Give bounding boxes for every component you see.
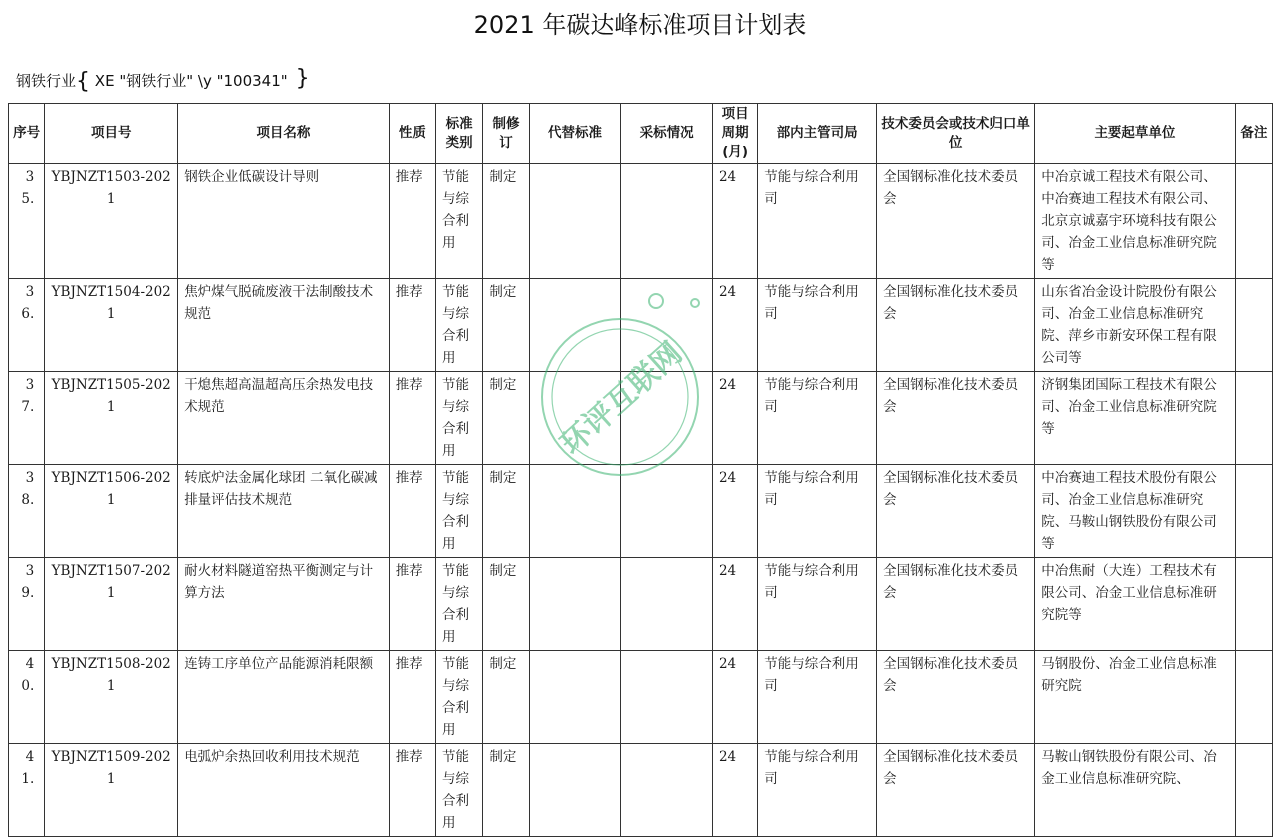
cell-adoption bbox=[621, 164, 713, 279]
col-header-drafters: 主要起草单位 bbox=[1035, 104, 1235, 164]
cell-dept: 节能与综合利用司 bbox=[758, 279, 877, 372]
cell-adoption bbox=[621, 744, 713, 837]
cell-project-no: YBJNZT1506-2021 bbox=[45, 465, 178, 558]
field-code: XE "钢铁行业" \y "100341" bbox=[94, 72, 288, 90]
table-row bbox=[9, 744, 1273, 837]
cell-revision: 制定 bbox=[483, 465, 529, 558]
cell-seq: 40. bbox=[9, 651, 45, 744]
cell-project-no: YBJNZT1504-2021 bbox=[45, 279, 178, 372]
table-header-row bbox=[9, 104, 1273, 164]
cell-drafters: 山东省冶金设计院股份有限公司、冶金工业信息标准研究院、萍乡市新安环保工程有限公司等 bbox=[1035, 279, 1235, 372]
cell-nature: 推荐 bbox=[389, 558, 435, 651]
col-header-project-no: 项目号 bbox=[45, 104, 178, 164]
cell-project-name: 干熄焦超高温超高压余热发电技术规范 bbox=[178, 372, 390, 465]
cell-cycle: 24 bbox=[712, 744, 757, 837]
table-row bbox=[9, 651, 1273, 744]
cell-std-type: 节能与综合利用 bbox=[436, 558, 483, 651]
cell-adoption bbox=[621, 372, 713, 465]
cell-remarks bbox=[1235, 279, 1272, 372]
col-header-std-type: 标准类别 bbox=[436, 104, 483, 164]
cell-std-type: 节能与综合利用 bbox=[436, 465, 483, 558]
col-header-cycle: 项目周期(月) bbox=[712, 104, 757, 164]
cell-drafters: 马钢股份、冶金工业信息标准研究院 bbox=[1035, 651, 1235, 744]
cell-adoption bbox=[621, 651, 713, 744]
cell-drafters: 济钢集团国际工程技术有限公司、冶金工业信息标准研究院等 bbox=[1035, 372, 1235, 465]
cell-remarks bbox=[1235, 465, 1272, 558]
cell-nature: 推荐 bbox=[389, 651, 435, 744]
table-row bbox=[9, 558, 1273, 651]
cell-replaces bbox=[529, 744, 621, 837]
cell-adoption bbox=[621, 279, 713, 372]
cell-dept: 节能与综合利用司 bbox=[758, 744, 877, 837]
cell-drafters: 马鞍山钢铁股份有限公司、冶金工业信息标准研究院、 bbox=[1035, 744, 1235, 837]
watermark-text: 环评互联网 bbox=[554, 335, 690, 463]
cell-project-no: YBJNZT1509-2021 bbox=[45, 744, 178, 837]
section-name: 钢铁行业 bbox=[16, 72, 77, 90]
cell-remarks bbox=[1235, 651, 1272, 744]
cell-project-no: YBJNZT1503-2021 bbox=[45, 164, 178, 279]
table-row bbox=[9, 372, 1273, 465]
cell-dept: 节能与综合利用司 bbox=[758, 465, 877, 558]
table-row bbox=[9, 465, 1273, 558]
col-header-adoption: 采标情况 bbox=[621, 104, 713, 164]
col-header-seq: 序号 bbox=[9, 104, 45, 164]
cell-nature: 推荐 bbox=[389, 164, 435, 279]
cell-seq: 41. bbox=[9, 744, 45, 837]
cell-committee: 全国钢标准化技术委员会 bbox=[877, 164, 1035, 279]
cell-seq: 37. bbox=[9, 372, 45, 465]
cell-project-name: 钢铁企业低碳设计导则 bbox=[178, 164, 390, 279]
cell-drafters: 中冶京诚工程技术有限公司、中冶赛迪工程技术有限公司、北京京诚嘉宇环境科技有限公司、冶金工业信息标准研究院等 bbox=[1035, 164, 1235, 279]
cell-revision: 制定 bbox=[483, 279, 529, 372]
cell-committee: 全国钢标准化技术委员会 bbox=[877, 465, 1035, 558]
cell-replaces bbox=[529, 465, 621, 558]
cell-seq: 36. bbox=[9, 279, 45, 372]
cell-committee: 全国钢标准化技术委员会 bbox=[877, 558, 1035, 651]
cell-committee: 全国钢标准化技术委员会 bbox=[877, 279, 1035, 372]
cell-replaces bbox=[529, 558, 621, 651]
cell-cycle: 24 bbox=[712, 372, 757, 465]
col-header-replaces: 代替标准 bbox=[529, 104, 621, 164]
col-header-dept: 部内主管司局 bbox=[758, 104, 877, 164]
cell-nature: 推荐 bbox=[389, 744, 435, 837]
cell-nature: 推荐 bbox=[389, 465, 435, 558]
cell-dept: 节能与综合利用司 bbox=[758, 558, 877, 651]
col-header-revision: 制修订 bbox=[483, 104, 529, 164]
col-header-project-name: 项目名称 bbox=[178, 104, 390, 164]
cell-replaces bbox=[529, 279, 621, 372]
cell-std-type: 节能与综合利用 bbox=[436, 279, 483, 372]
cell-cycle: 24 bbox=[712, 558, 757, 651]
cell-std-type: 节能与综合利用 bbox=[436, 164, 483, 279]
section-heading bbox=[16, 64, 310, 97]
cell-dept: 节能与综合利用司 bbox=[758, 372, 877, 465]
cell-drafters: 中冶焦耐（大连）工程技术有限公司、冶金工业信息标准研究院等 bbox=[1035, 558, 1235, 651]
cell-remarks bbox=[1235, 164, 1272, 279]
cell-project-name: 转底炉法金属化球团 二氧化碳减排量评估技术规范 bbox=[178, 465, 390, 558]
field-brace-close: } bbox=[295, 66, 310, 91]
col-header-remarks: 备注 bbox=[1235, 104, 1272, 164]
cell-replaces bbox=[529, 164, 621, 279]
cell-revision: 制定 bbox=[483, 372, 529, 465]
cell-cycle: 24 bbox=[712, 465, 757, 558]
cell-revision: 制定 bbox=[483, 164, 529, 279]
cell-seq: 39. bbox=[9, 558, 45, 651]
cell-project-no: YBJNZT1505-2021 bbox=[45, 372, 178, 465]
cell-drafters: 中冶赛迪工程技术股份有限公司、冶金工业信息标准研究院、马鞍山钢铁股份有限公司等 bbox=[1035, 465, 1235, 558]
cell-revision: 制定 bbox=[483, 558, 529, 651]
cell-replaces bbox=[529, 372, 621, 465]
cell-cycle: 24 bbox=[712, 651, 757, 744]
cell-committee: 全国钢标准化技术委员会 bbox=[877, 744, 1035, 837]
cell-project-name: 焦炉煤气脱硫废液干法制酸技术规范 bbox=[178, 279, 390, 372]
col-header-committee: 技术委员会或技术归口单位 bbox=[877, 104, 1035, 164]
cell-replaces bbox=[529, 651, 621, 744]
cell-remarks bbox=[1235, 558, 1272, 651]
cell-revision: 制定 bbox=[483, 744, 529, 837]
cell-project-name: 连铸工序单位产品能源消耗限额 bbox=[178, 651, 390, 744]
cell-dept: 节能与综合利用司 bbox=[758, 651, 877, 744]
cell-nature: 推荐 bbox=[389, 372, 435, 465]
table-row bbox=[9, 164, 1273, 279]
cell-committee: 全国钢标准化技术委员会 bbox=[877, 372, 1035, 465]
cell-adoption bbox=[621, 465, 713, 558]
cell-project-name: 耐火材料隧道窑热平衡测定与计算方法 bbox=[178, 558, 390, 651]
cell-std-type: 节能与综合利用 bbox=[436, 372, 483, 465]
cell-dept: 节能与综合利用司 bbox=[758, 164, 877, 279]
cell-nature: 推荐 bbox=[389, 279, 435, 372]
cell-std-type: 节能与综合利用 bbox=[436, 744, 483, 837]
cell-std-type: 节能与综合利用 bbox=[436, 651, 483, 744]
standards-plan-table bbox=[8, 103, 1273, 837]
cell-cycle: 24 bbox=[712, 279, 757, 372]
col-header-nature: 性质 bbox=[389, 104, 435, 164]
cell-remarks bbox=[1235, 744, 1272, 837]
cell-adoption bbox=[621, 558, 713, 651]
cell-project-no: YBJNZT1508-2021 bbox=[45, 651, 178, 744]
cell-committee: 全国钢标准化技术委员会 bbox=[877, 651, 1035, 744]
table-row bbox=[9, 279, 1273, 372]
document-title: 2021 年碳达峰标准项目计划表 bbox=[473, 11, 807, 39]
cell-cycle: 24 bbox=[712, 164, 757, 279]
cell-seq: 35. bbox=[9, 164, 45, 279]
cell-seq: 38. bbox=[9, 465, 45, 558]
field-brace-open: { bbox=[76, 69, 91, 94]
cell-project-no: YBJNZT1507-2021 bbox=[45, 558, 178, 651]
cell-remarks bbox=[1235, 372, 1272, 465]
cell-project-name: 电弧炉余热回收利用技术规范 bbox=[178, 744, 390, 837]
cell-revision: 制定 bbox=[483, 651, 529, 744]
